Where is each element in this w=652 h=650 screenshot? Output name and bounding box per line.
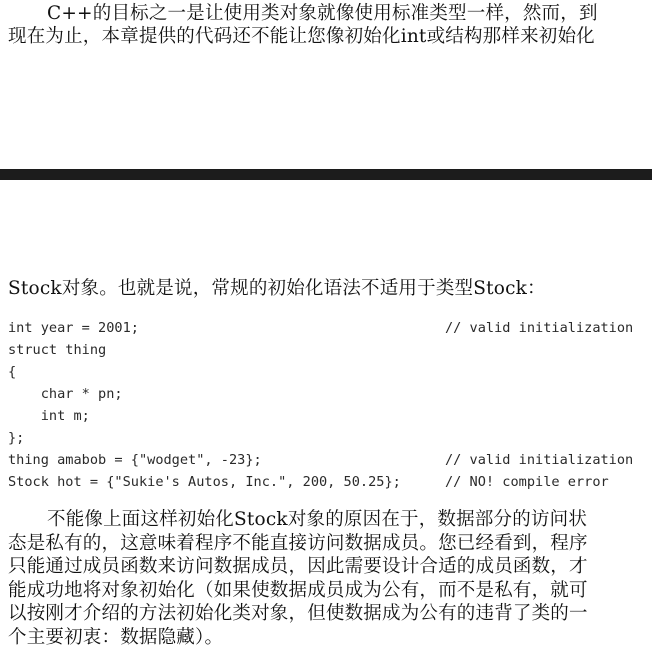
code-line: [8, 471, 648, 493]
top-paragraph: [8, 2, 644, 48]
paragraph-line: 以按刚才介绍的方法初始化类对象，但使数据成为公有的违背了类的一: [8, 603, 588, 625]
paragraph-line: C++的目标之一是让使用类对象就像使用标准类型一样，然而，到: [47, 3, 598, 24]
code-text: char * pn;: [8, 386, 123, 402]
paragraph-line: 现在为止，本章提供的代码还不能让您像初始化int或结构那样来初始化: [8, 26, 595, 47]
paragraph-line: 能成功地将对象初始化（如果使数据成员成为公有，而不是私有，就可: [8, 579, 588, 601]
code-line: [8, 427, 648, 449]
paragraph-line: 只能通过成员函数来访问数据成员，因此需要设计合适的成员函数，才: [8, 556, 588, 578]
code-text: };: [8, 430, 25, 446]
code-line: [8, 449, 648, 471]
code-text: struct thing: [8, 342, 107, 358]
code-text: int year = 2001;: [8, 320, 139, 336]
code-text: Stock hot = {"Sukie's Autos, Inc.", 200, 50.25};: [8, 474, 401, 490]
code-comment: // valid initialization: [445, 320, 634, 336]
bottom-paragraph: [8, 508, 644, 650]
paragraph-line: 不能像上面这样初始化Stock对象的原因在于，数据部分的访问状: [47, 509, 588, 530]
code-line: [8, 339, 648, 361]
page-divider: [0, 169, 652, 180]
code-text: {: [8, 364, 17, 380]
paragraph-line: 个主要初衷：数据隐藏）。: [8, 626, 224, 648]
code-text: thing amabob = {"wodget", -23};: [8, 452, 262, 468]
code-line: [8, 405, 648, 427]
code-comment: // NO! compile error: [445, 474, 609, 490]
code-line: [8, 361, 648, 383]
code-block: [8, 317, 648, 493]
paragraph-line: 态是私有的，这意味着程序不能直接访问数据成员。您已经看到，程序: [8, 532, 588, 554]
stock-line: Stock对象。也就是说，常规的初始化语法不适用于类型Stock：: [8, 278, 546, 299]
code-line: [8, 383, 648, 405]
code-comment: // valid initialization: [445, 452, 634, 468]
code-line: [8, 317, 648, 339]
code-text: int m;: [8, 408, 90, 424]
